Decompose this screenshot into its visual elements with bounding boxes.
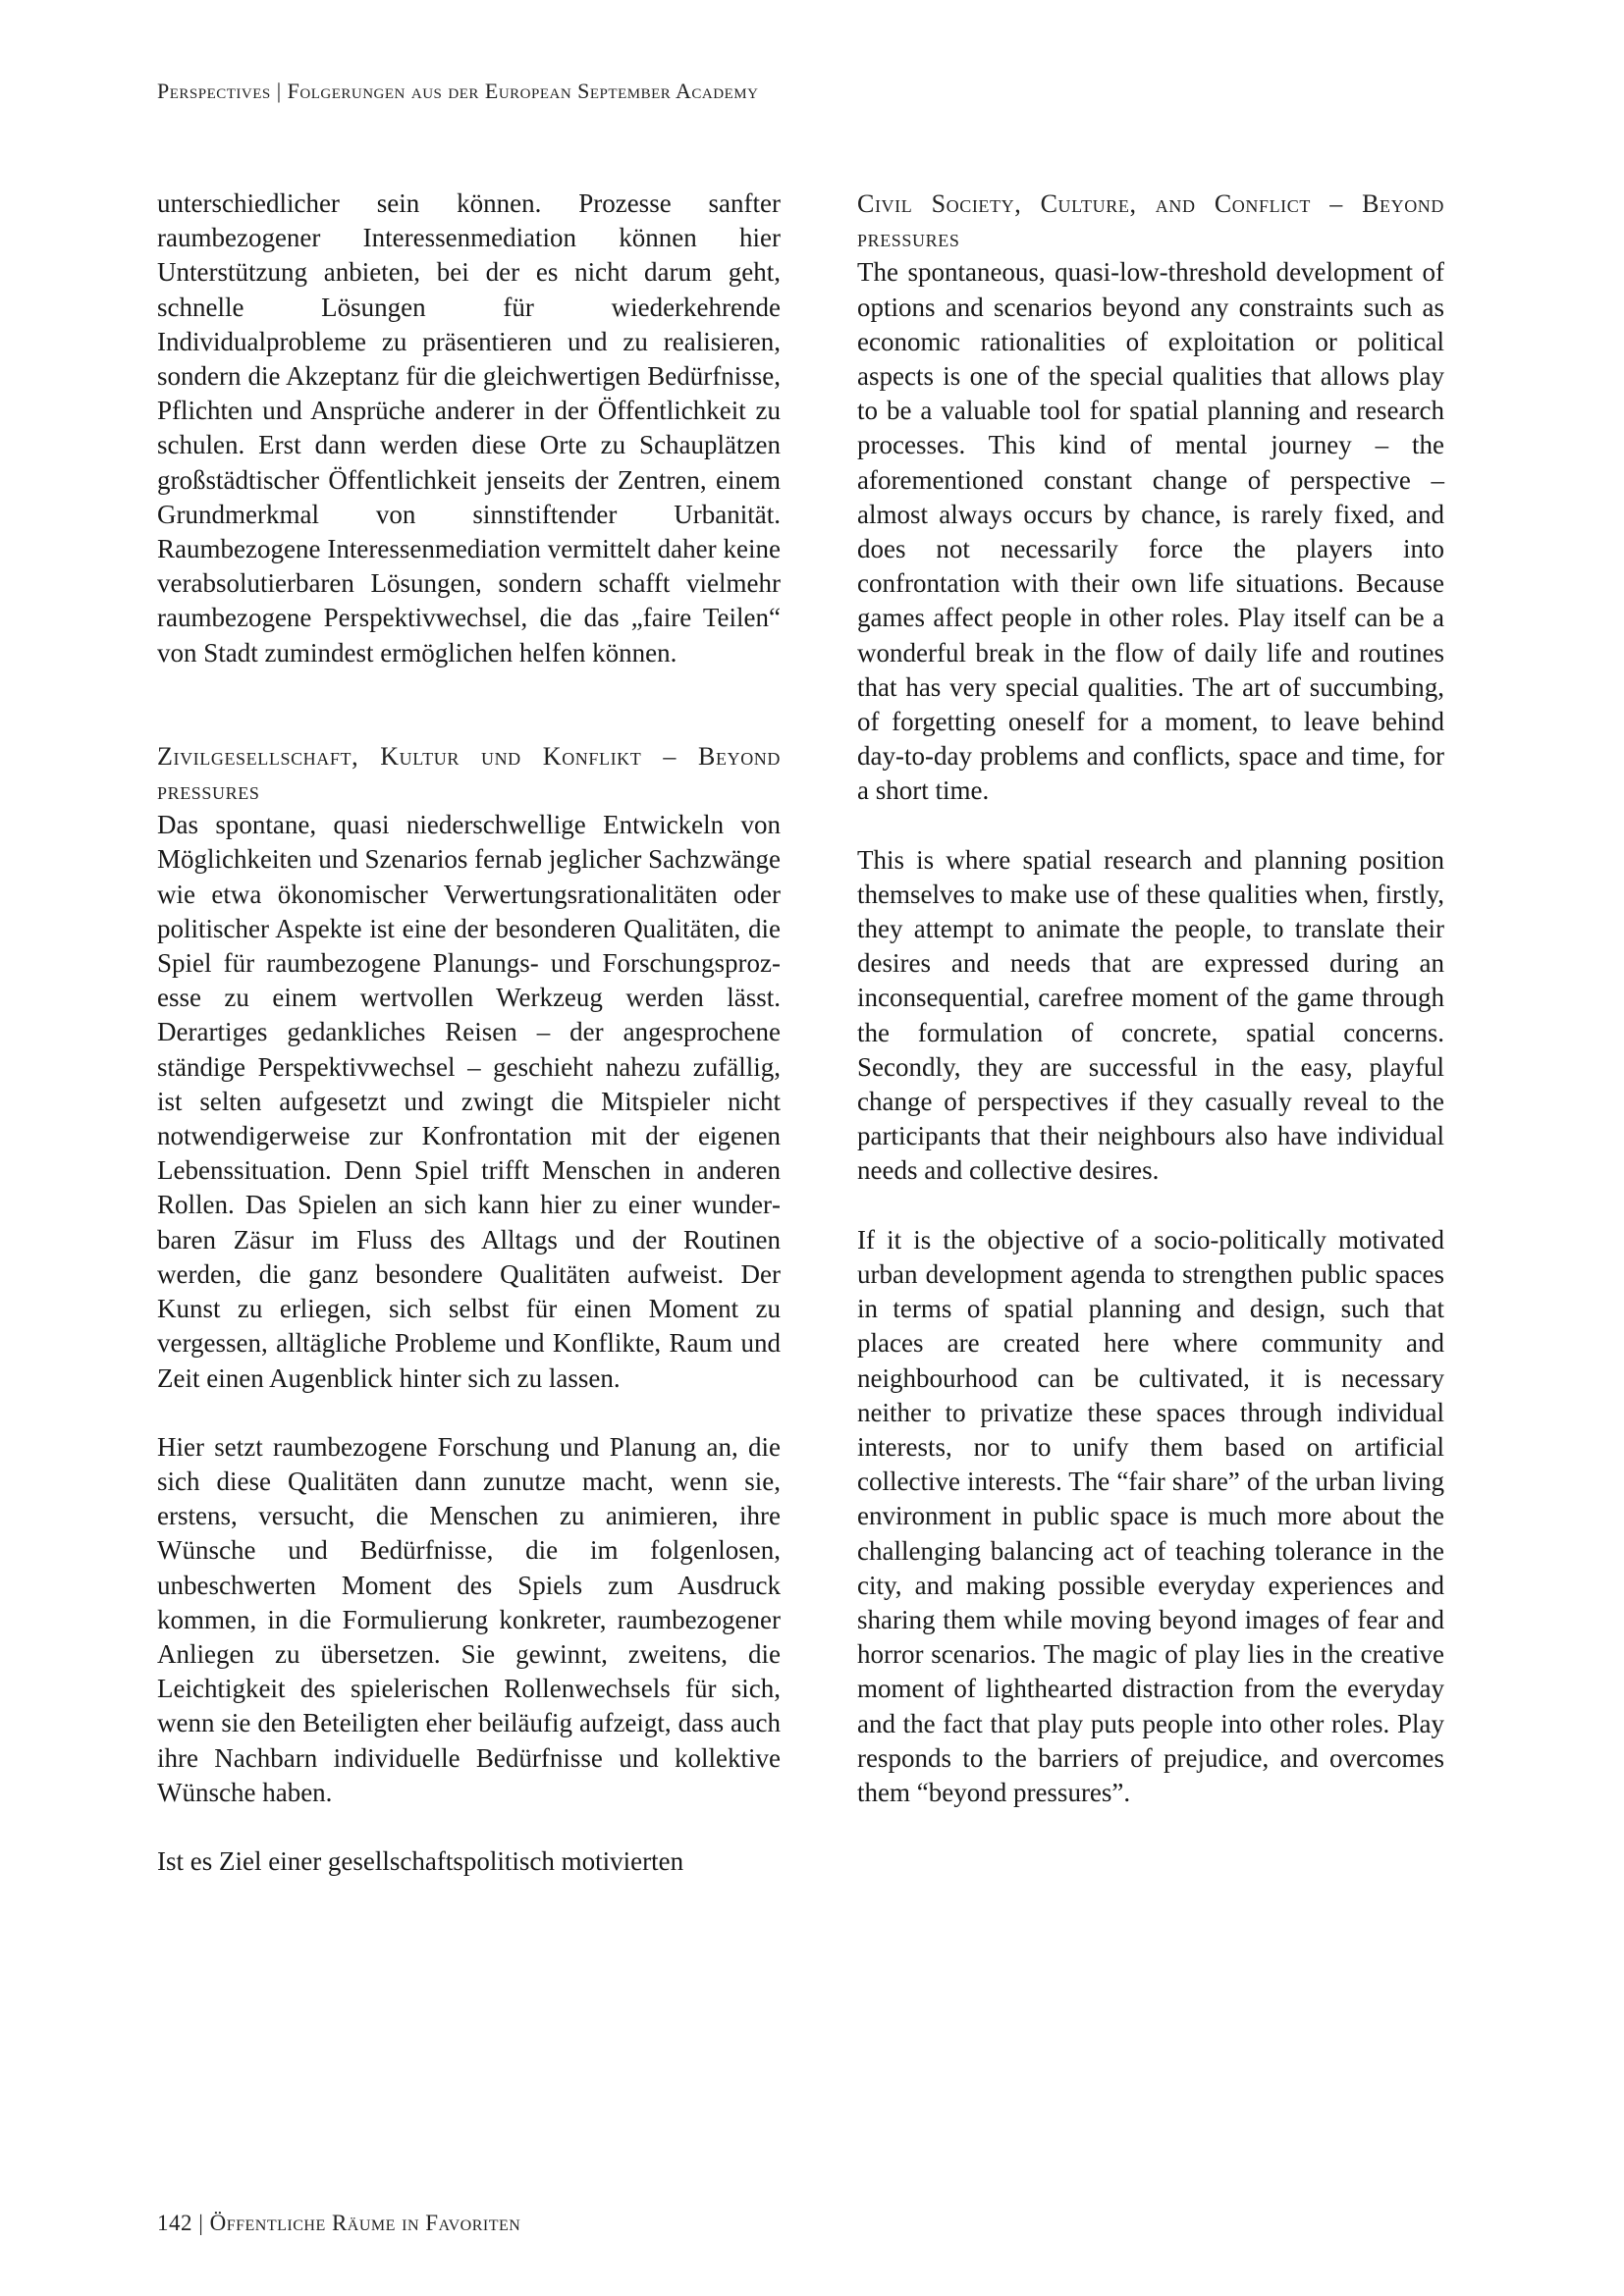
left-paragraph-4: Ist es Ziel einer gesellschaftspolitisch motivierten: [157, 1845, 684, 1876]
spacer: [157, 670, 781, 739]
left-column: [157, 187, 781, 1879]
running-header: Perspectives | Folgerungen aus der European September Academy: [157, 79, 759, 103]
left-paragraph-1: unterschiedlicher sein können. Prozesse sanfter raumbezogener Interessenmediation können hier Unterstützung anbieten, bei der es nicht darum geht, schnelle Lösungen für wiederkehrende Individualprobleme zu präsentieren und zu realisieren, sondern die Akzeptanz für die gleichwertigen Bedürfnisse, Pflichten und Ansprüche anderer in der Öffentlichkeit zu schulen. Erst dann werden diese Orte zu Schauplätzen großstädtischer Öffentlichkeit jenseits der Zentren, einem Grundmerkmal von sinnstiftender Urbanität. Raumbezogene Interessenmediation vermittelt daher keine verabsolutierbaren Lösungen, sondern schafft vielmehr raumbezogene Perspektivwechsel, die das „faire Teilen“ von Stadt zumindest ermöglichen helfen können.: [157, 188, 781, 667]
spacer: [857, 809, 1444, 843]
left-paragraph-2: Das spontane, quasi niederschwellige Entwickeln von Möglichkeiten und Szenarios fernab jeglicher Sachzwänge wie etwa ökonomischer Verwertungsrationalitäten oder politischer Aspekte ist eine der besonderen Qualitäten, die Spiel für raumbezogene Planungs- und Forschungsprozesse zu einem wertvollen Werkzeug werden lässt. Derartiges gedankliches Reisen – der angesprochene ständige Perspektivwechsel – geschieht nahezu zufällig, ist selten aufgesetzt und zwingt die Mitspieler nicht notwendigerweise zur Konfrontation mit der eigenen Lebenssituation. Denn Spiel trifft Menschen in anderen Rollen. Das Spielen an sich kann hier zu einer wunderbaren Zäsur im Fluss des Alltags und der Routinen werden, die ganz besondere Qualitäten aufweist. Der Kunst zu erliegen, sich selbst für einen Moment zu vergessen, alltägliche Probleme und Konflikte, Raum und Zeit einen Augenblick hinter sich zu lassen.: [157, 810, 782, 1393]
section-heading-en: Civil Society, Culture, and Conflict – Beyond pressures: [857, 189, 1444, 253]
right-paragraph-1: The spontaneous, quasi-low-threshold development of options and scenarios beyond any constraints such as economic rationalities of exploitation or political aspects is one of the special qualities that allows play to be a valuable tool for spatial planning and research processes. This kind of mental journey – the aforementioned constant change of perspective – almost always occurs by chance, is rarely fixed, and does not necessarily force the players into confrontation with their own life situations. Because games affect people in other roles. Play itself can be a wonderful break in the flow of daily life and routines that has very special qualities. The art of succumbing, of forgetting oneself for a moment, to leave behind day-to-day problems and conflicts, space and time, for a short time.: [857, 257, 1444, 806]
spacer: [157, 1810, 781, 1844]
right-paragraph-3: If it is the objective of a socio-politically motivated urban development agenda to strengthen public spaces in terms of spatial planning and design, such that places are created here where community and neighbourhood can be cultivated, it is necessary neither to privatize these spaces through individual interests, nor to unify them based on artificial collective interests. The “fair share” of the urban living environment in public space is much more about the challenging balancing act of teaching tolerance in the city, and making possible everyday experiences and sharing them while moving beyond images of fear and horror scenarios. The magic of play lies in the creative moment of lighthearted distraction from the everyday and the fact that play puts people into other roles. Play responds to the barriers of prejudice, and overcomes them “beyond pressures”.: [857, 1224, 1444, 1807]
page-footer: 142 | Öffentliche Räume in Favoriten: [157, 2211, 521, 2235]
section-heading-de: Zivilgesellschaft, Kultur und Konflikt – Beyond pressures: [157, 741, 781, 806]
spacer: [157, 1396, 781, 1430]
left-paragraph-3: Hier setzt raumbezogene Forschung und Planung an, die sich diese Qualitäten dann zunutze macht, wenn sie, erstens, versucht, die Menschen zu animieren, ihre Wünsche und Bedürfnisse, die im folgenlosen, unbeschwerten Moment des Spiels zum Ausdruck kommen, in die Formulierung konkreter, raumbezogener Anliegen zu übersetzen. Sie gewinnt, zweitens, die Leichtigkeit des spielerischen Rollenwechsels für sich, wenn sie den Beteiligten eher beiläufig aufzeigt, dass auch ihre Nachbarn individuelle Bedürfnisse und kollektive Wünsche haben.: [157, 1431, 781, 1807]
right-paragraph-2: This is where spatial research and planning position themselves to make use of these qualities when, firstly, they attempt to animate the people, to translate their desires and needs that are expressed during an inconsequential, carefree moment of the game through the formulation of concrete, spatial concerns. Secondly, they are successful in the easy, playful change of perspectives if they casually reveal to the participants that their neighbours also have individual needs and collective desires.: [857, 844, 1444, 1186]
right-column: [857, 187, 1444, 1810]
spacer: [857, 1189, 1444, 1223]
